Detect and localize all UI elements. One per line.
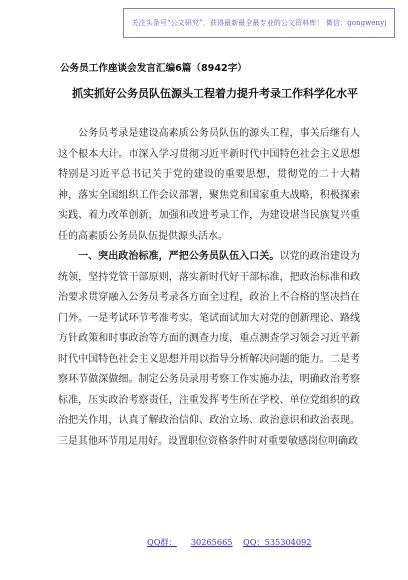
footer-qq-number: 535304092 [264, 537, 312, 547]
body-paragraph: 公务员考录是建设高素质公务员队伍的源头工程，事关后继有人这个根本大计。市深入学习贯彻习近平新时代中国特色社会主义思想特别是习近平总书记关于党的建设的重要思想，贯彻党的二十大精神，落实全国组织工作会议部署，聚焦党和国家重大战略，积极探索实践、着力改革创新，加强和改进考录工作，为建设堪当民族复兴重任的高素质公务员队伍提供源头活水。 [58, 128, 360, 242]
document-collection-label: 公务员工作座谈会发言汇编6篇（8942字） [60, 63, 247, 74]
section-heading: 一、突出政治标准，严把公务员队伍入口关。 [78, 251, 280, 262]
footer-qq-group-label: QQ群： [147, 537, 177, 547]
section-paragraph [58, 247, 360, 452]
footer-qq [243, 537, 312, 548]
header-banner: 关注头条号“公文研究”，获得最新最全最专业的公文资料库！ 微信：gongwenyj [123, 8, 395, 38]
footer-qq-group-number: 30265665 [190, 537, 233, 547]
document-body [58, 124, 360, 452]
document-title: 抓实抓好公务员队伍源头工程着力提升考录工作科学化水平 [72, 87, 358, 100]
footer-qq-group [147, 537, 233, 548]
section-body: 以党的政治建设为统领，坚持党管干部原则，落实新时代好干部标准，把政治标准和政治要求贯穿融入公务员考录各方面全过程，政治上不合格的坚决挡在门外。一是考试环节考准考实。笔试面试加大对党的创新理论、路线方针政策和时事政治等方面的测查力度，重点测查学习领会习近平新时代中国特色社会主义思想并用以指导分析解决问题的能力。二是考察环节做深做细。制定公务员录用考察工作实施办法，明确政治考察标准，压实政治考察责任，注重发挥考生所在学校、单位党组织的政治把关作用，认真了解政治信仰、政治立场、政治意识和政治表现。三是其他环节用足用好。设置职位资格条件时对重要敏感岗位明确政 [58, 251, 361, 447]
footer-qq-label: QQ： [243, 537, 265, 547]
